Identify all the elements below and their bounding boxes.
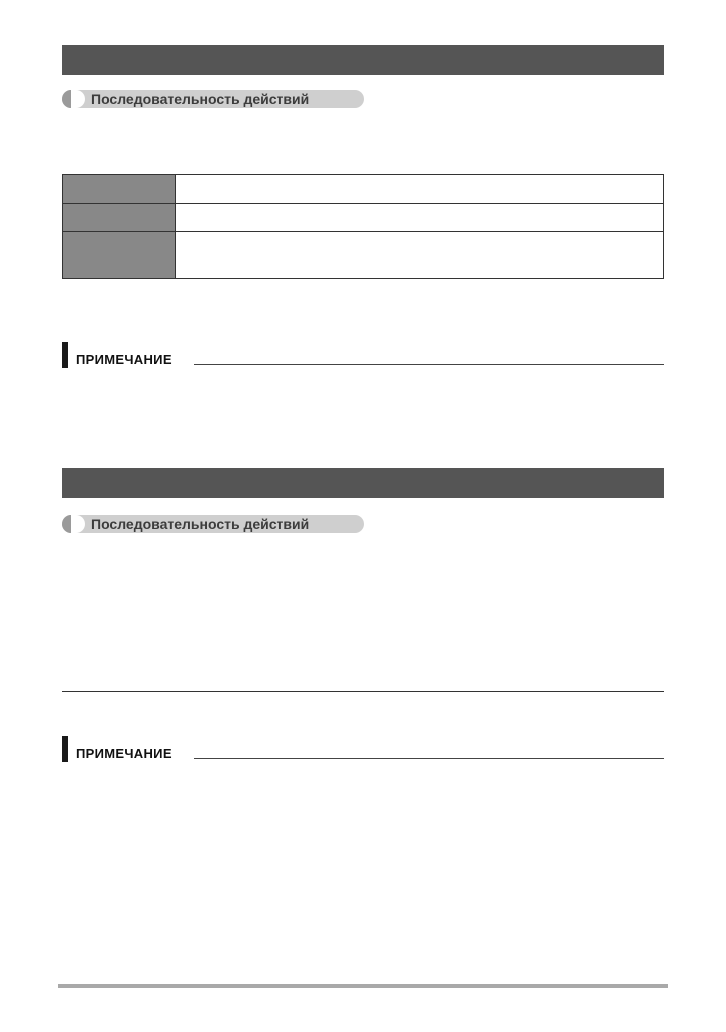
section-header-bar-1 xyxy=(62,45,664,75)
note-header-2 xyxy=(62,736,664,762)
section-header-bar-2 xyxy=(62,468,664,498)
table-cell xyxy=(176,204,664,232)
table-cell xyxy=(176,175,664,204)
procedure-badge-2 xyxy=(62,515,364,533)
table-row xyxy=(63,204,664,232)
procedure-badge-label: Последовательность действий xyxy=(91,91,310,107)
section-divider xyxy=(62,691,664,692)
table-row-header xyxy=(63,232,176,279)
table-row xyxy=(63,175,664,204)
table-row-header xyxy=(63,175,176,204)
note-header-1 xyxy=(62,342,664,368)
note-marker xyxy=(62,736,68,762)
note-rule xyxy=(194,758,664,759)
note-rule xyxy=(194,364,664,365)
table-row xyxy=(63,232,664,279)
note-label: ПРИМЕЧАНИЕ xyxy=(76,352,172,367)
procedure-badge-cap xyxy=(62,515,71,533)
note-label: ПРИМЕЧАНИЕ xyxy=(76,746,172,761)
procedure-badge-label: Последовательность действий xyxy=(91,516,310,532)
procedure-badge-notch xyxy=(71,515,85,533)
table-cell xyxy=(176,232,664,279)
spec-table xyxy=(62,174,664,279)
note-marker xyxy=(62,342,68,368)
procedure-badge-cap xyxy=(62,90,71,108)
page-footer-bar xyxy=(58,984,668,988)
table-row-header xyxy=(63,204,176,232)
procedure-badge-notch xyxy=(71,90,85,108)
procedure-badge-1 xyxy=(62,90,364,108)
